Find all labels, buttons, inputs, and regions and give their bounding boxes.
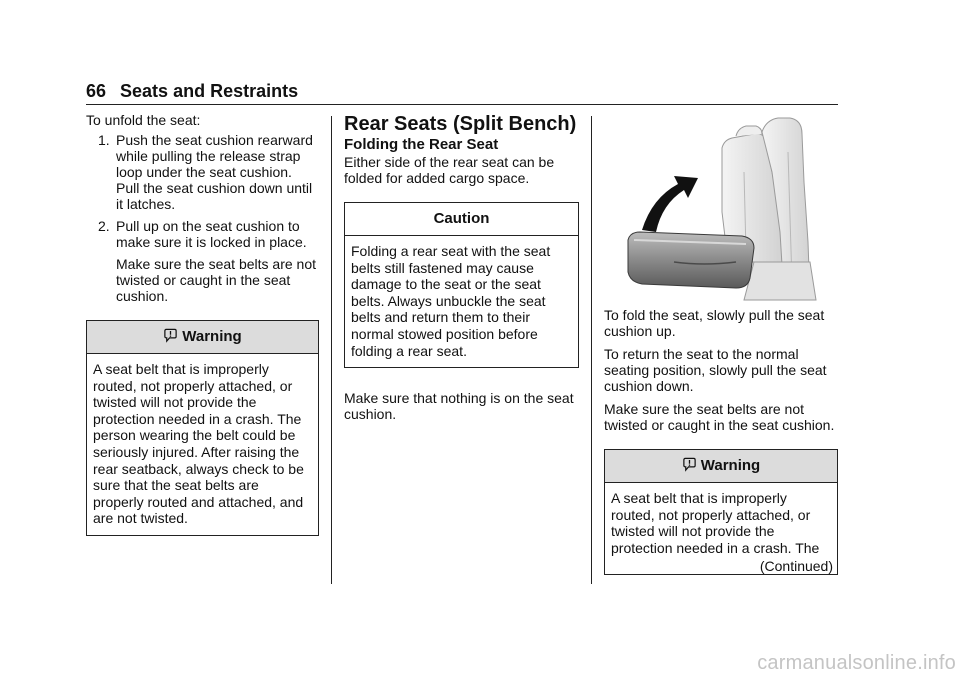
warning-title: Warning [700, 457, 761, 474]
warning-text: A seat belt that is improperly routed, not properly attached, or twisted will not provide the protection needed in a crash. The person wearing the belt could be seriously injured. After raising the rear seatback, always check to be sure that the seat belts are properly routed and attached, and are not twisted. [93, 361, 304, 527]
caution-header: Caution [345, 203, 578, 236]
warning-text: A seat belt that is improperly routed, not properly attached, or twisted will not provide the protection needed in a crash. The [611, 490, 820, 556]
step-number: 1. [98, 132, 110, 148]
belts-note: Make sure the seat belts are not twisted or caught in the seat cushion. [604, 401, 835, 433]
warning-header [87, 321, 318, 354]
caution-text: Folding a rear seat with the seat belts still fastened may cause damage to the seat or the seat belts. Always unbuckle the seat belts and return them to their normal stowed position before folding a rear seat. [351, 243, 551, 359]
column-left [86, 112, 319, 536]
section-title: Seats and Restraints [120, 81, 299, 101]
step-number: 2. [98, 218, 110, 234]
warning-box [604, 449, 838, 575]
warning-header [605, 450, 837, 483]
column-right [604, 112, 838, 575]
watermark: carmanualsonline.info [757, 652, 956, 674]
column-middle [344, 112, 579, 422]
cushion-note: Make sure that nothing is on the seat cushion. [344, 390, 574, 423]
column-divider [331, 116, 332, 584]
folding-intro: Either side of the rear seat can be folded for added cargo space. [344, 154, 555, 186]
section-heading: Rear Seats (Split Bench) [344, 113, 577, 135]
step-text: Push the seat cushion rearward while pulling the release strap loop under the seat cushion. Pull the seat cushion down until it latches. [116, 132, 313, 212]
return-instruction: To return the seat to the normal seating position, slowly pull the seat cushion down. [604, 346, 827, 394]
step-2 [86, 218, 319, 304]
warning-icon [682, 457, 697, 472]
warning-icon [163, 328, 178, 343]
warning-box [86, 320, 319, 536]
subsection-heading: Folding the Rear Seat [344, 136, 499, 153]
rear-seat-fold-illustration [604, 112, 838, 302]
step-text: Pull up on the seat cushion to make sure it is locked in place. [116, 218, 307, 250]
continued-label: (Continued) [759, 558, 833, 575]
unfold-intro: To unfold the seat: [86, 112, 201, 128]
page-number: 66 [86, 81, 107, 101]
caution-box [344, 202, 579, 368]
page-header [86, 80, 838, 105]
column-divider [591, 116, 592, 584]
step-1 [86, 132, 319, 212]
fold-instruction: To fold the seat, slowly pull the seat cushion up. [604, 307, 825, 339]
warning-title: Warning [182, 328, 242, 345]
step-note: Make sure the seat belts are not twisted or caught in the seat cushion. [116, 256, 316, 304]
unfold-steps [86, 132, 319, 304]
